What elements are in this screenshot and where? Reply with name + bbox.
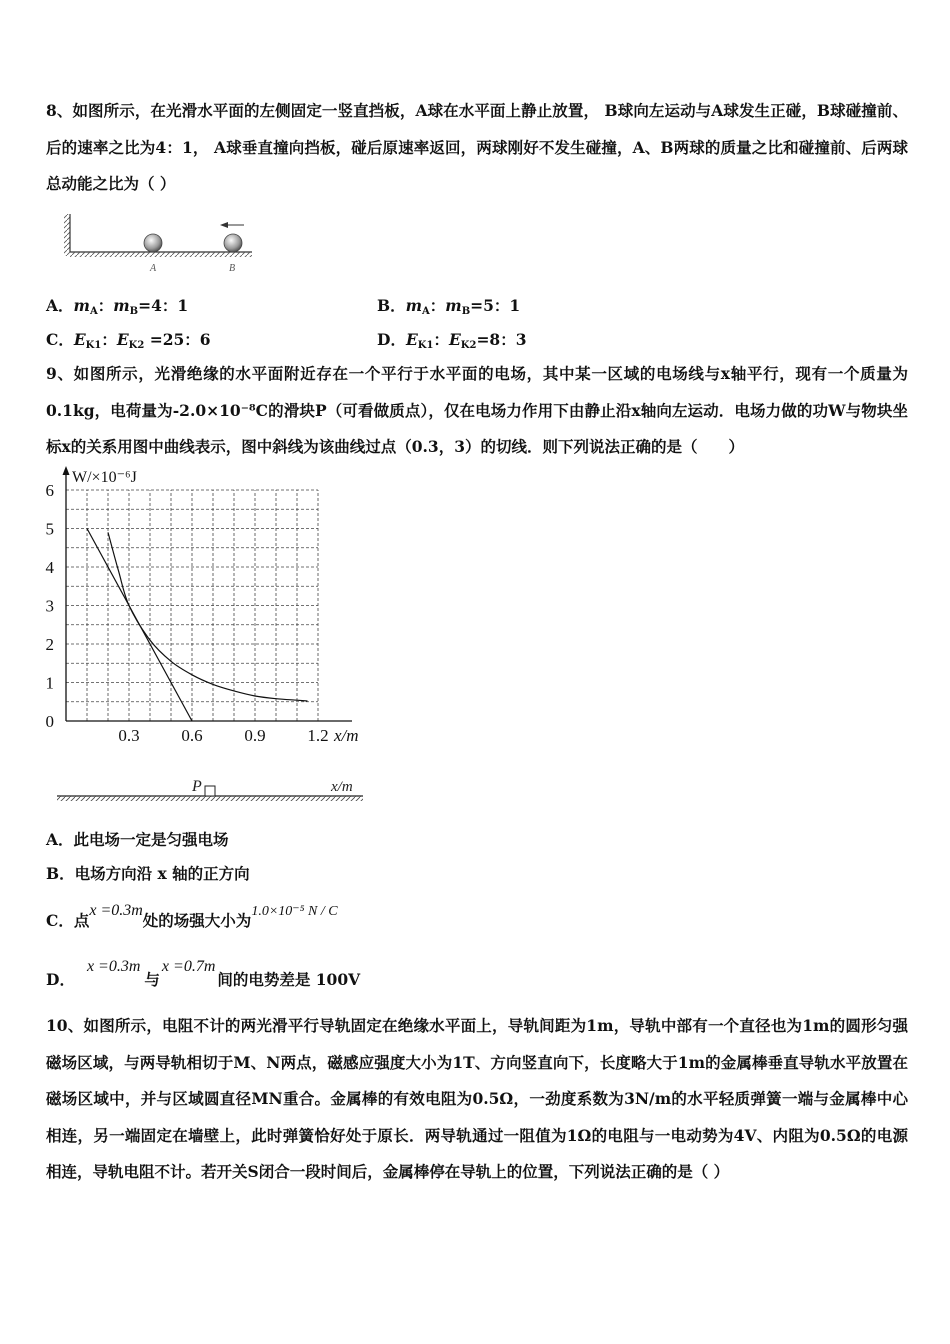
q8-label-b: B [229, 263, 236, 274]
option-text: 处的场强大小为 [142, 911, 252, 930]
option-suffix: 间的电势差是 100V [217, 970, 361, 989]
q8-option-d[interactable] [377, 330, 527, 356]
q9-option-b[interactable]: B．电场方向沿 x 轴的正方向 [46, 864, 250, 883]
q8-arrow-head [220, 222, 228, 228]
q8-option-c[interactable] [46, 330, 211, 356]
option-sep: ： [429, 296, 446, 315]
option-sep: ： [97, 296, 114, 315]
y-tick-label: 4 [45, 558, 54, 577]
x-tick-label: 0.6 [181, 726, 203, 745]
q8-label-a: A [150, 263, 157, 274]
q8-option-a[interactable] [46, 296, 188, 322]
option-prefix: C．点 [46, 911, 90, 930]
option-sep: ： [101, 330, 117, 349]
option-subscript: K2 [460, 340, 477, 351]
w-curve [108, 532, 308, 701]
q9-slider-block [205, 786, 215, 796]
q8-figure [62, 210, 262, 276]
option-symbol: E [116, 330, 129, 349]
option-math: x =0.7m [161, 958, 216, 975]
x-tick-label: 1.2 [307, 726, 329, 745]
option-subscript: K2 [128, 340, 145, 351]
q9-slider-figure [55, 772, 367, 806]
y-axis-title: W/×10⁻⁶J [72, 469, 137, 486]
y-tick-label: 2 [45, 635, 54, 654]
q9-stem: 9、如图所示，光滑绝缘的水平面附近存在一个平行于水平面的电场，其中某一区域的电场线与x轴平行，现有一个质量为0.1kg，电荷量为-2.0×10⁻⁸C的滑块P（可看做质点），仅在电场力作用下由静止沿x轴向左运动．电场力做的功W与物块坐标x的关系用图中曲线表示，图中斜线为该曲线过点（0.3，3）的切线．则下列说法正确的是（ ） [46, 364, 908, 456]
option-subscript: B [129, 306, 139, 317]
y-tick-label: 3 [45, 596, 54, 616]
option-sep: ： [433, 330, 449, 349]
option-text: 与 [144, 970, 160, 989]
q8-ball-b [224, 234, 242, 252]
q9-w-x-chart [40, 460, 380, 750]
q8-floor-hatch [70, 252, 252, 257]
q8-ball-a [144, 234, 162, 252]
option-subscript: A [89, 306, 98, 317]
option-math: 1.0×10⁻⁵ N / C [251, 904, 338, 919]
option-symbol: E [448, 330, 461, 349]
q9-axis-label: x/m [331, 779, 353, 795]
y-tick-label: 1 [45, 673, 54, 693]
q9-ground-hatch [57, 796, 363, 801]
option-value: =4：1 [138, 296, 189, 315]
option-subscript: K1 [85, 340, 102, 351]
option-letter: A． [46, 296, 74, 315]
option-subscript: A [422, 306, 430, 317]
option-prefix: D． [46, 970, 75, 989]
option-letter: B． [377, 296, 406, 315]
q8-wall-hatch [64, 214, 70, 256]
option-value: =8：3 [476, 330, 527, 349]
option-symbol: m [73, 296, 90, 315]
q9-option-c[interactable] [46, 902, 338, 938]
x-tick-label: 0.3 [118, 726, 140, 745]
y-tick-label: 0 [45, 712, 54, 731]
q8-stem: 8、如图所示，在光滑水平面的左侧固定一竖直挡板，A球在水平面上静止放置， B球向左运动与A球发生正碰，B球碰撞前、后的速率之比为4：1， A球垂直撞向挡板，碰后原速率返回，两球刚好不发生碰撞，A、B两球的质量之比和碰撞前、后两球总动能之比为（ ） [46, 101, 908, 193]
option-subscript: K1 [417, 340, 434, 351]
option-symbol: m [445, 296, 462, 315]
q10-stem: 10、如图所示，电阻不计的两光滑平行导轨固定在绝缘水平面上，导轨间距为1m，导轨中部有一个直径也为1m的圆形匀强磁场区域，与两导轨相切于M、N两点，磁感应强度大小为1T、方向竖直向下，长度略大于1m的金属棒垂直导轨水平放置在磁场区域中，并与区域圆直径MN重合。金属棒的有效电阻为0.5Ω，一劲度系数为3N/m的水平轻质弹簧一端与金属棒中心相连，另一端固定在墙壁上，此时弹簧恰好处于原长．两导轨通过一阻值为1Ω的电阻与一电动势为4V、内阻为0.5Ω的电源相连，导轨电阻不计。若开关S闭合一段时间后，金属棒停在导轨上的位置，下列说法正确的是（ ） [46, 1016, 908, 1181]
q8-option-b[interactable] [377, 296, 520, 322]
y-axis-arrow [63, 466, 70, 475]
q9-option-a[interactable]: A．此电场一定是匀强电场 [46, 830, 229, 849]
x-axis-title: x/m [334, 726, 359, 745]
q9-slider-label: P [192, 778, 202, 795]
option-symbol: E [405, 330, 418, 349]
y-tick-label: 6 [45, 481, 54, 500]
option-letter: C． [46, 330, 74, 349]
option-value: =5：1 [470, 296, 521, 315]
option-symbol: E [73, 330, 86, 349]
y-tick-label: 5 [45, 519, 54, 539]
option-symbol: m [405, 296, 423, 315]
option-letter: D． [377, 330, 406, 349]
option-math: x =0.3m [89, 902, 143, 919]
option-symbol: m [113, 296, 130, 315]
q9-option-d[interactable] [46, 958, 361, 994]
x-tick-label: 0.9 [244, 726, 266, 745]
option-subscript: B [461, 306, 471, 317]
option-value: =25：6 [144, 330, 211, 349]
option-math: x =0.3m [86, 958, 141, 975]
